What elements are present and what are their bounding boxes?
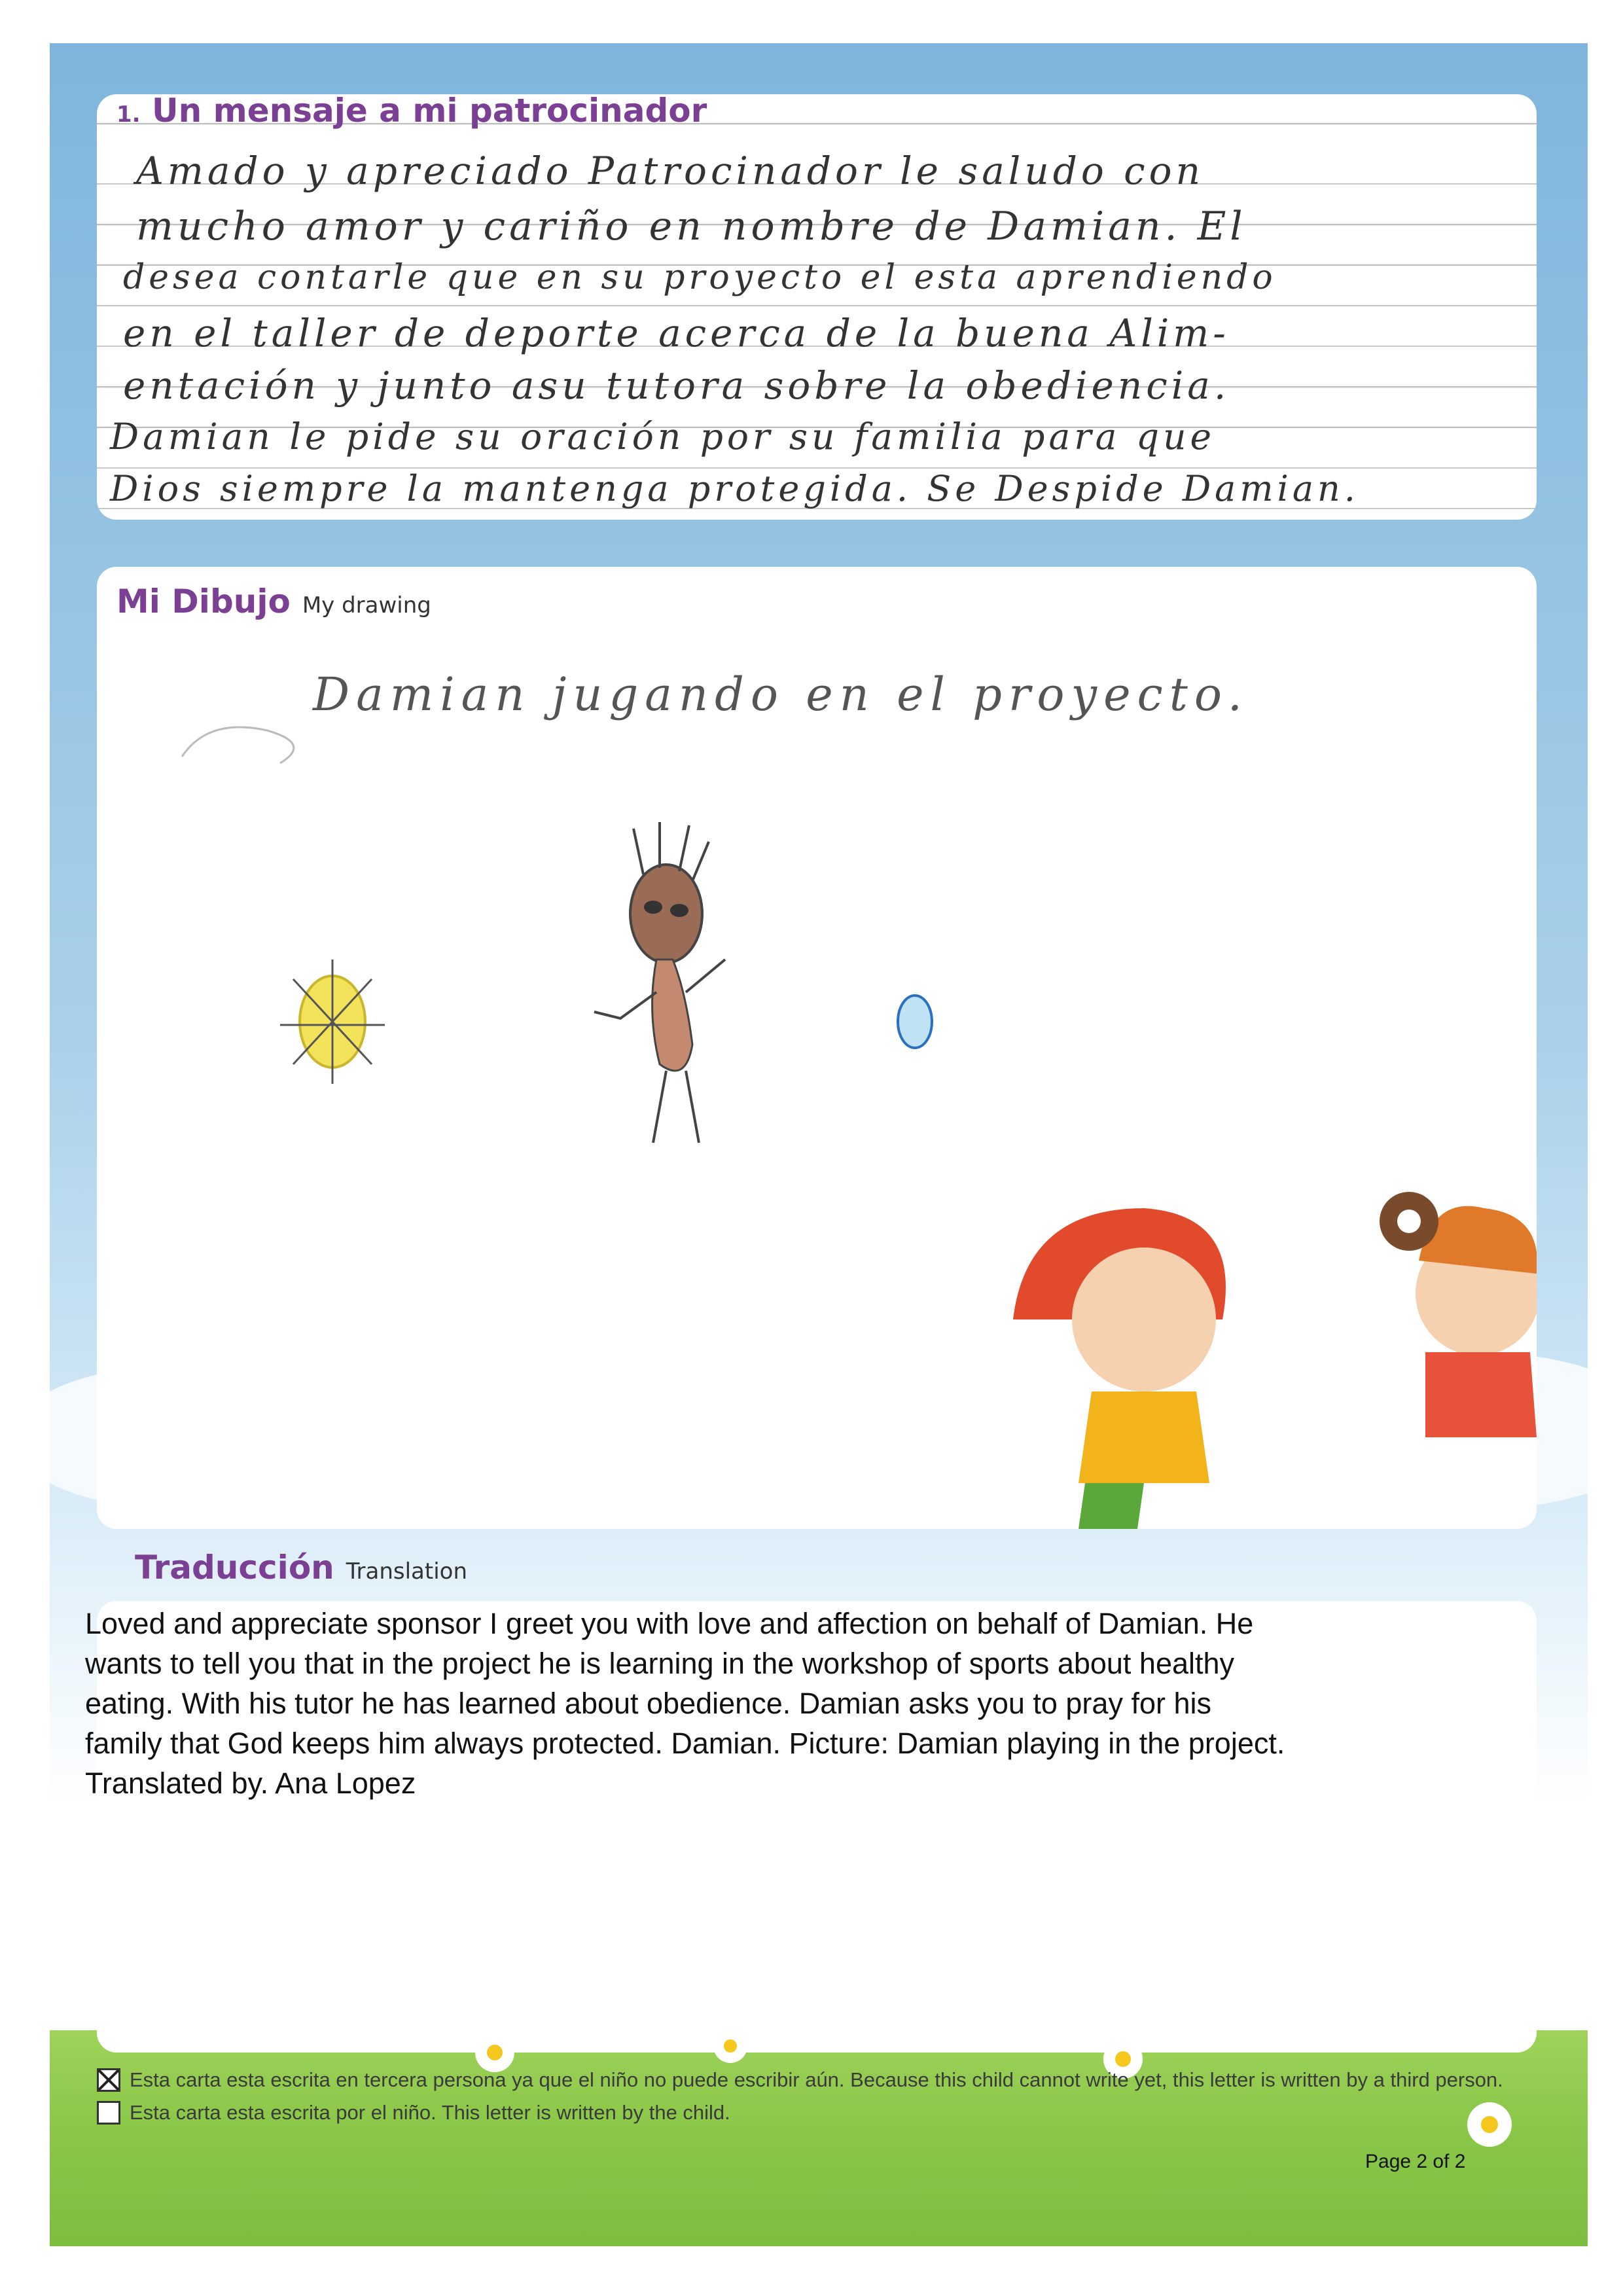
translation-line: eating. With his tutor he has learned about obedience. Damian asks you to pray for his <box>85 1687 1211 1720</box>
handwritten-line: entación y junto asu tutora sobre la obediencia. <box>123 363 1230 408</box>
handwritten-line: Dios siempre la mantenga protegida. Se Despide Damian. <box>110 468 1359 509</box>
child-drawing <box>97 567 1537 1529</box>
checkbox-unchecked[interactable] <box>97 2101 120 2125</box>
message-title: Un mensaje a mi patrocinador <box>152 92 707 130</box>
drawing-caption: Damian jugando en el proyecto. <box>313 668 1249 721</box>
message-panel <box>97 94 1537 520</box>
drawing-subtitle: My drawing <box>302 592 431 619</box>
handwritten-line: desea contarle que en su proyecto el esta aprendiendo <box>123 258 1277 297</box>
checkbox-label: Esta carta esta escrita por el niño. This letter is written by the child. <box>130 2101 730 2124</box>
translation-line: family that God keeps him always protected. Damian. Picture: Damian playing in the project. <box>85 1727 1285 1760</box>
checkbox-label: Esta carta esta escrita en tercera persona ya que el niño no puede escribir aún. Because this child cannot write yet, this letter is written by a third person. <box>130 2068 1503 2091</box>
handwritten-line: en el taller de deporte acerca de la buena Alim- <box>123 311 1230 355</box>
translation-heading <box>135 1549 467 1587</box>
translation-text <box>85 1604 1486 1803</box>
translation-title: Traducción <box>135 1549 334 1587</box>
translation-subtitle: Translation <box>346 1558 468 1585</box>
translation-line: Translated by. Ana Lopez <box>85 1767 416 1800</box>
letter-sheet <box>50 43 1588 2246</box>
translation-line: wants to tell you that in the project he is learning in the workshop of sports about healthy <box>85 1647 1235 1680</box>
page-number: Page 2 of 2 <box>1365 2151 1466 2172</box>
handwritten-line: Damian le pide su oración por su familia para que <box>110 416 1216 457</box>
handwritten-line: mucho amor y cariño en nombre de Damian. El <box>136 204 1247 249</box>
translation-line: Loved and appreciate sponsor I greet you with love and affection on behalf of Damian. He <box>85 1607 1254 1640</box>
checkbox-checked[interactable] <box>97 2068 120 2092</box>
drawing-panel <box>97 567 1537 1529</box>
third-person-checkbox-row[interactable] <box>97 2068 1503 2092</box>
child-written-checkbox-row[interactable] <box>97 2101 730 2125</box>
handwritten-line: Amado y apreciado Patrocinador le saludo con <box>136 149 1204 193</box>
drawing-title: Mi Dibujo <box>116 583 291 620</box>
section-number: 1. <box>116 101 141 128</box>
message-heading <box>116 92 707 130</box>
